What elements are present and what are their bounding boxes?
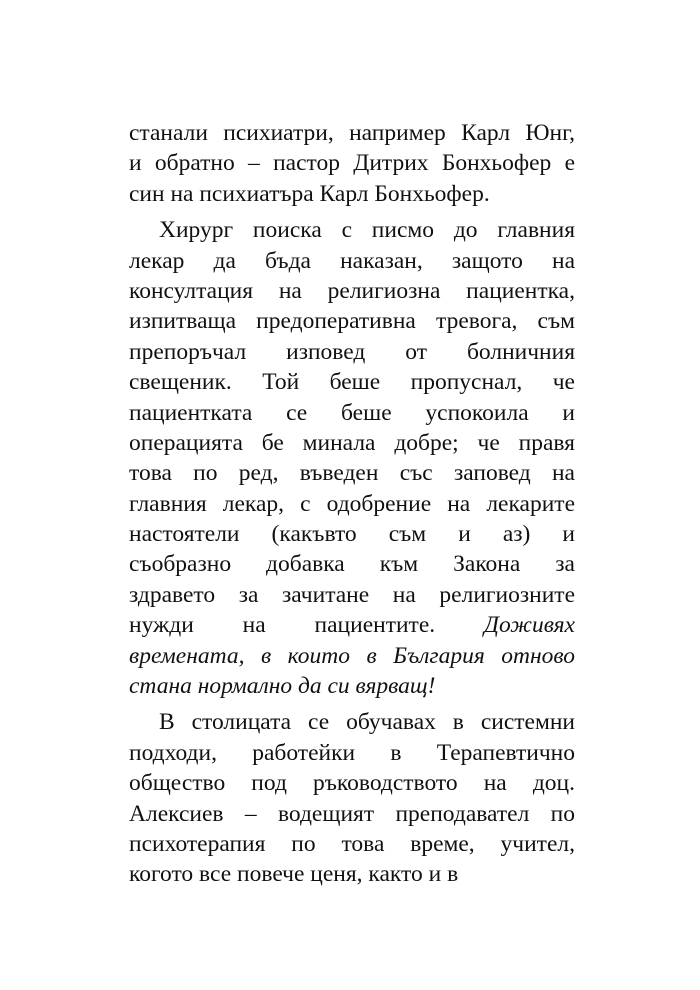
text-segment: препоръчал изповед от болничния [129, 338, 575, 365]
text-line [129, 671, 575, 701]
paragraph [129, 707, 575, 889]
text-segment: консултация на религиозна пациентка, [129, 277, 575, 304]
text-line [129, 768, 575, 798]
italic-text: стана нормално да си вярващ! [129, 673, 436, 700]
text-line [129, 215, 575, 245]
text-segment: станали психиатри, например Карл Юнг, [129, 120, 575, 146]
paragraph [129, 118, 575, 209]
text-line [129, 337, 575, 367]
text-line [129, 580, 575, 610]
text-line [129, 276, 575, 306]
body-text [129, 118, 575, 890]
text-line [129, 859, 575, 889]
text-segment: общество под ръководството на доц. [129, 770, 575, 797]
text-line [129, 246, 575, 276]
text-line [129, 799, 575, 829]
italic-text: времената, в които в България отново [129, 642, 575, 669]
text-line [129, 428, 575, 458]
text-segment: свещеник. Той беше пропуснал, че [129, 369, 575, 396]
text-line [129, 306, 575, 336]
italic-text: Доживях [484, 612, 575, 639]
text-segment: лекар да бъда наказан, защото на [129, 247, 575, 274]
text-segment: съобразно добавка към Закона за [129, 551, 575, 578]
text-line [129, 610, 575, 640]
paragraph [129, 215, 575, 701]
text-line [129, 118, 575, 148]
text-segment: пациентката се беше успокоила и [129, 399, 575, 426]
text-line [129, 398, 575, 428]
text-segment: нужди на пациентите. [129, 612, 485, 639]
text-segment: В столицата се обучавах в системни [159, 709, 575, 736]
text-segment: подходи, работейки в Терапевтично [129, 739, 575, 766]
text-line [129, 829, 575, 859]
text-segment: психотерапия по това време, учител, [129, 830, 575, 857]
text-segment: изпитваща предоперативна тревога, съм [129, 308, 575, 335]
text-line [129, 738, 575, 768]
text-segment: и обратно – пастор Дитрих Бонхьофер е [129, 150, 575, 177]
text-line [129, 489, 575, 519]
text-segment: Алексиев – водещият преподавател по [129, 800, 575, 827]
text-segment: операцията бе минала добре; че правя [129, 429, 575, 456]
text-segment: син на психиатъра Карл Бонхьофер. [129, 180, 490, 207]
text-line [129, 519, 575, 549]
text-line [129, 148, 575, 178]
text-line [129, 458, 575, 488]
text-line [129, 707, 575, 737]
text-segment: главния лекар, с одобрение на лекарите [129, 490, 575, 517]
text-segment: Хирург поиска с писмо до главния [159, 217, 575, 244]
text-segment: здравето за зачитане на религиозните [129, 581, 575, 608]
text-segment: когото все повече ценя, както и в [129, 861, 459, 888]
text-segment: настоятели (какъвто съм и аз) и [129, 521, 575, 548]
text-line [129, 641, 575, 671]
text-line [129, 179, 575, 209]
text-line [129, 367, 575, 397]
text-line [129, 549, 575, 579]
text-segment: това по ред, въведен със заповед на [129, 460, 575, 487]
